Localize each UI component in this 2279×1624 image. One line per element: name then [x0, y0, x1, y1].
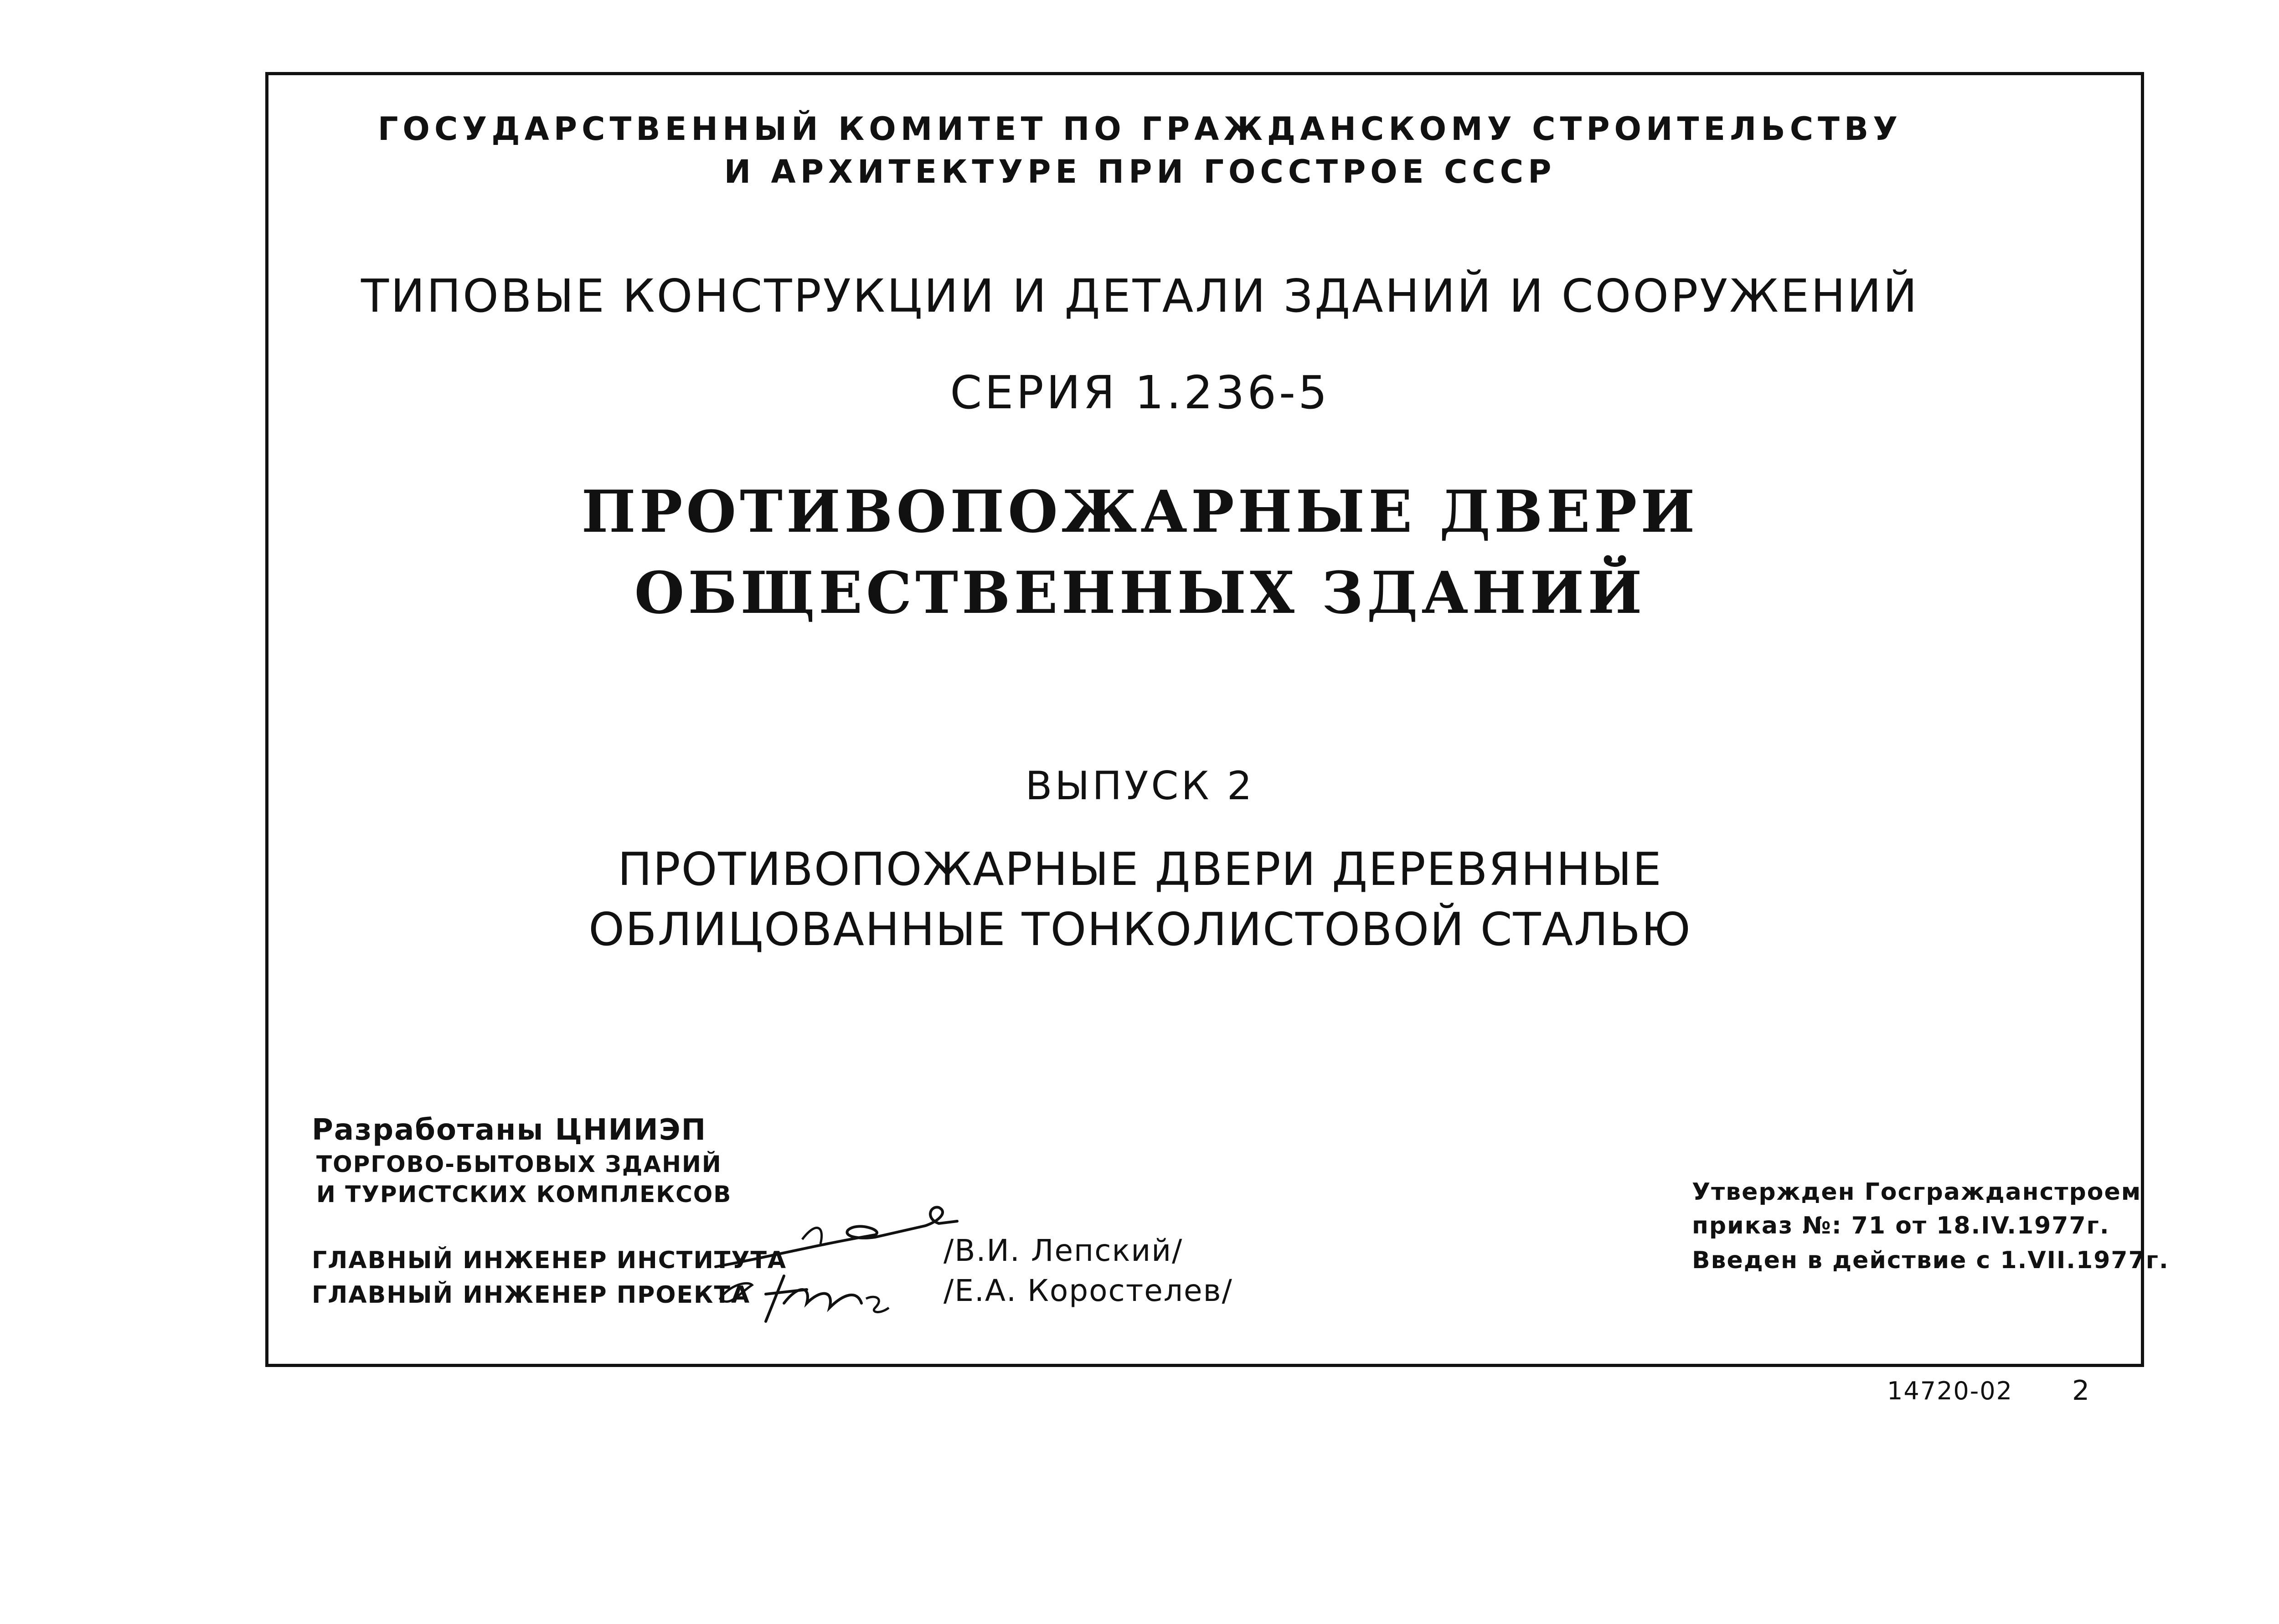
signatory-name-2: /Е.А. Коростелев/ — [944, 1273, 1233, 1308]
approval-line-2: приказ №: 71 от 18.IV.1977г. — [1692, 1212, 2110, 1239]
signature-chief-engineer-project — [757, 1258, 902, 1335]
title-line-2: ОБЩЕСТВЕННЫХ ЗДАНИЙ — [634, 559, 1646, 627]
issue-desc-line-1: ПРОТИВОПОЖАРНЫЕ ДВЕРИ ДЕРЕВЯННЫЕ — [618, 843, 1662, 896]
title-line-1: ПРОТИВОПОЖАРНЫЕ ДВЕРИ — [581, 478, 1699, 545]
developer-line-3: И ТУРИСТСКИХ КОМПЛЕКСОВ — [316, 1181, 732, 1208]
page-number: 2 — [2072, 1375, 2091, 1407]
approval-line-1: Утвержден Госгражданстроем — [1692, 1178, 2142, 1206]
developer-line-1: Разработаны ЦНИИЭП — [312, 1113, 707, 1147]
subtitle: ТИПОВЫЕ КОНСТРУКЦИИ И ДЕТАЛИ ЗДАНИЙ И СООРУЖЕНИЙ — [361, 269, 1919, 323]
document-code: 14720-02 — [1887, 1377, 2013, 1405]
committee-line-1: ГОСУДАРСТВЕННЫЙ КОМИТЕТ ПО ГРАЖДАНСКОМУ СТРОИТЕЛЬСТВУ — [377, 110, 1903, 148]
signatory-name-1: /В.И. Лепский/ — [944, 1233, 1183, 1268]
issue-desc-line-2: ОБЛИЦОВАННЫЕ ТОНКОЛИСТОВОЙ СТАЛЬЮ — [588, 903, 1691, 956]
series-label: СЕРИЯ 1.236-5 — [950, 366, 1330, 419]
committee-line-2: И АРХИТЕКТУРЕ ПРИ ГОССТРОЕ СССР — [724, 153, 1556, 190]
signatory-role-1: ГЛАВНЫЙ ИНЖЕНЕР ИНСТИТУТА — [312, 1247, 787, 1274]
signatory-role-2: ГЛАВНЫЙ ИНЖЕНЕР ПРОЕКТА — [312, 1281, 751, 1309]
developer-line-2: ТОРГОВО-БЫТОВЫХ ЗДАНИЙ — [316, 1151, 722, 1177]
approval-line-3: Введен в действие с 1.VII.1977г. — [1692, 1247, 2169, 1274]
issue-label: ВЫПУСК 2 — [1025, 763, 1255, 809]
